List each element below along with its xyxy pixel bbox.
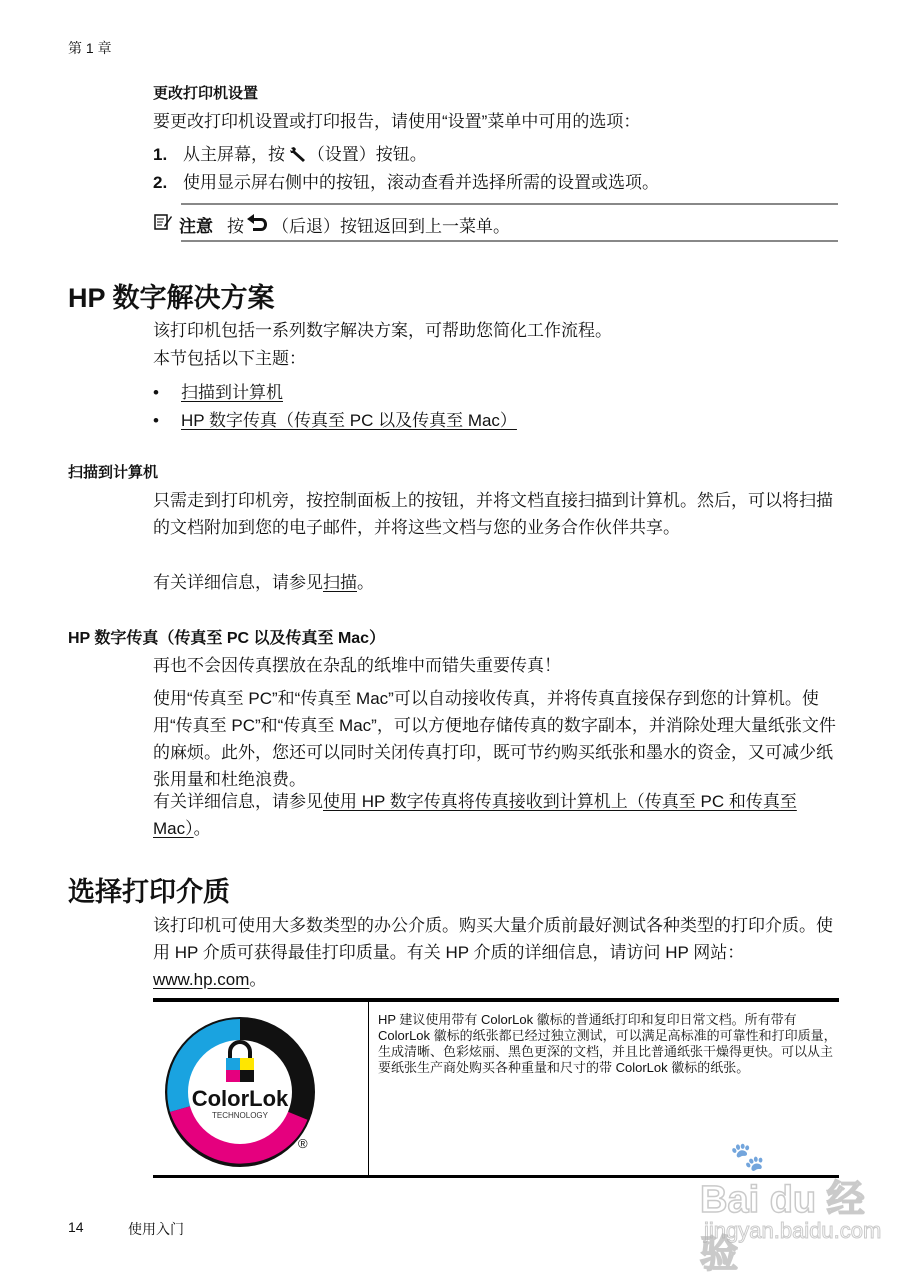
scan-title: 扫描到计算机 (68, 464, 159, 481)
change-settings-title: 更改打印机设置 (153, 85, 259, 102)
link-receive-fax-to-computer[interactable]: 使用 HP 数字传真将传真接收到计算机上（传真至 PC 和传真至 Mac） (153, 792, 797, 838)
media-title: 选择打印介质 (68, 877, 230, 907)
digital-solutions-title: HP 数字解决方案 (68, 283, 275, 313)
wrench-icon (290, 143, 308, 170)
bullet: • (153, 383, 159, 402)
link-hp-digital-fax[interactable]: HP 数字传真（传真至 PC 以及传真至 Mac） (181, 411, 517, 430)
topic-item (153, 379, 283, 406)
digital-solutions-intro: 该打印机包括一系列数字解决方案，可帮助您简化工作流程。 (153, 321, 612, 340)
change-settings-intro: 要更改打印机设置或打印报告，请使用“设置”菜单中可用的选项： (153, 112, 641, 131)
scan-more: 有关详细信息，请参见扫描。 (153, 573, 374, 592)
baidu-paw-icon: 🐾 (730, 1141, 765, 1172)
bullet: • (153, 411, 159, 430)
step-1: 1. 从主屏幕，按 （设置）按钮。 (153, 141, 427, 170)
back-arrow-icon (246, 212, 270, 237)
note-icon (153, 212, 173, 237)
svg-text:ColorLok: ColorLok (191, 1086, 289, 1111)
note: 注意 按 （后退）按钮返回到上一菜单。 (153, 212, 510, 237)
link-scan-to-computer[interactable]: 扫描到计算机 (181, 383, 283, 402)
fax-p2: 使用“传真至 PC”和“传真至 Mac”可以自动接收传真，并将传真直接保存到您的计算机。使用“传真至 PC”和“传真至 Mac”，可以方便地存储传真的数字副本，并消除处理大量纸张文件的麻烦。此外，您还可以同时关闭传真打印，既可节约购买纸张和墨水的资金，又可减少纸张用量和杜绝浪费。 (153, 689, 836, 789)
table-divider (368, 1002, 369, 1178)
note-bottom-rule (181, 240, 838, 242)
fax-more: 有关详细信息，请参见使用 HP 数字传真将传真接收到计算机上（传真至 PC 和传真至 Mac）。 (153, 792, 797, 838)
step-number: 1. (153, 145, 168, 164)
fax-title: HP 数字传真（传真至 PC 以及传真至 Mac） (68, 630, 386, 647)
colorlok-logo (160, 1012, 320, 1177)
page-number: 14 (68, 1219, 84, 1235)
media-body: 该打印机可使用大多数类型的办公介质。购买大量介质前最好测试各种类型的打印介质。使用 HP 介质可获得最佳打印质量。有关 HP 介质的详细信息，请访问 HP 网站：www.hp.com。 (153, 916, 833, 989)
step-2: 2. 使用显示屏右侧中的按钮，滚动查看并选择所需的设置或选项。 (153, 169, 659, 196)
topic-item (153, 407, 517, 434)
link-scan[interactable]: 扫描 (323, 573, 357, 592)
registered-mark: ® (298, 1136, 308, 1151)
fax-p1: 再也不会因传真摆放在杂乱的纸堆中而错失重要传真！ (153, 656, 561, 675)
scan-body: 只需走到打印机旁，按控制面板上的按钮，并将文档直接扫描到计算机。然后，可以将扫描的文档附加到您的电子邮件，并将这些文档与您的业务合作伙伴共享。 (153, 491, 833, 537)
chapter-label: 第 1 章 (68, 40, 112, 56)
note-top-rule (181, 203, 838, 205)
step-number: 2. (153, 173, 168, 192)
table-top-border (153, 998, 839, 1002)
svg-text:TECHNOLOGY: TECHNOLOGY (211, 1111, 269, 1120)
colorlok-description: HP 建议使用带有 ColorLok 徽标的普通纸打印和复印日常文档。所有带有 ColorLok 徽标的纸张都已经过独立测试，可以满足高标准的可靠性和打印质量，生成清晰、色彩炫丽、黑色更深的文档，并且比普通纸张干燥得更快。可以从主要纸张生产商处购买各种重量和尺寸的带 ColorLok 徽标的纸张。 (378, 1012, 837, 1075)
note-label: 注意 (179, 217, 213, 236)
topics-label: 本节包括以下主题： (153, 349, 306, 368)
baidu-watermark: 🐾 Bai du 经验 jingyan.baidu.com (700, 1141, 882, 1276)
footer-section: 使用入门 (128, 1221, 184, 1237)
link-hp-website[interactable]: www.hp.com (153, 970, 250, 989)
